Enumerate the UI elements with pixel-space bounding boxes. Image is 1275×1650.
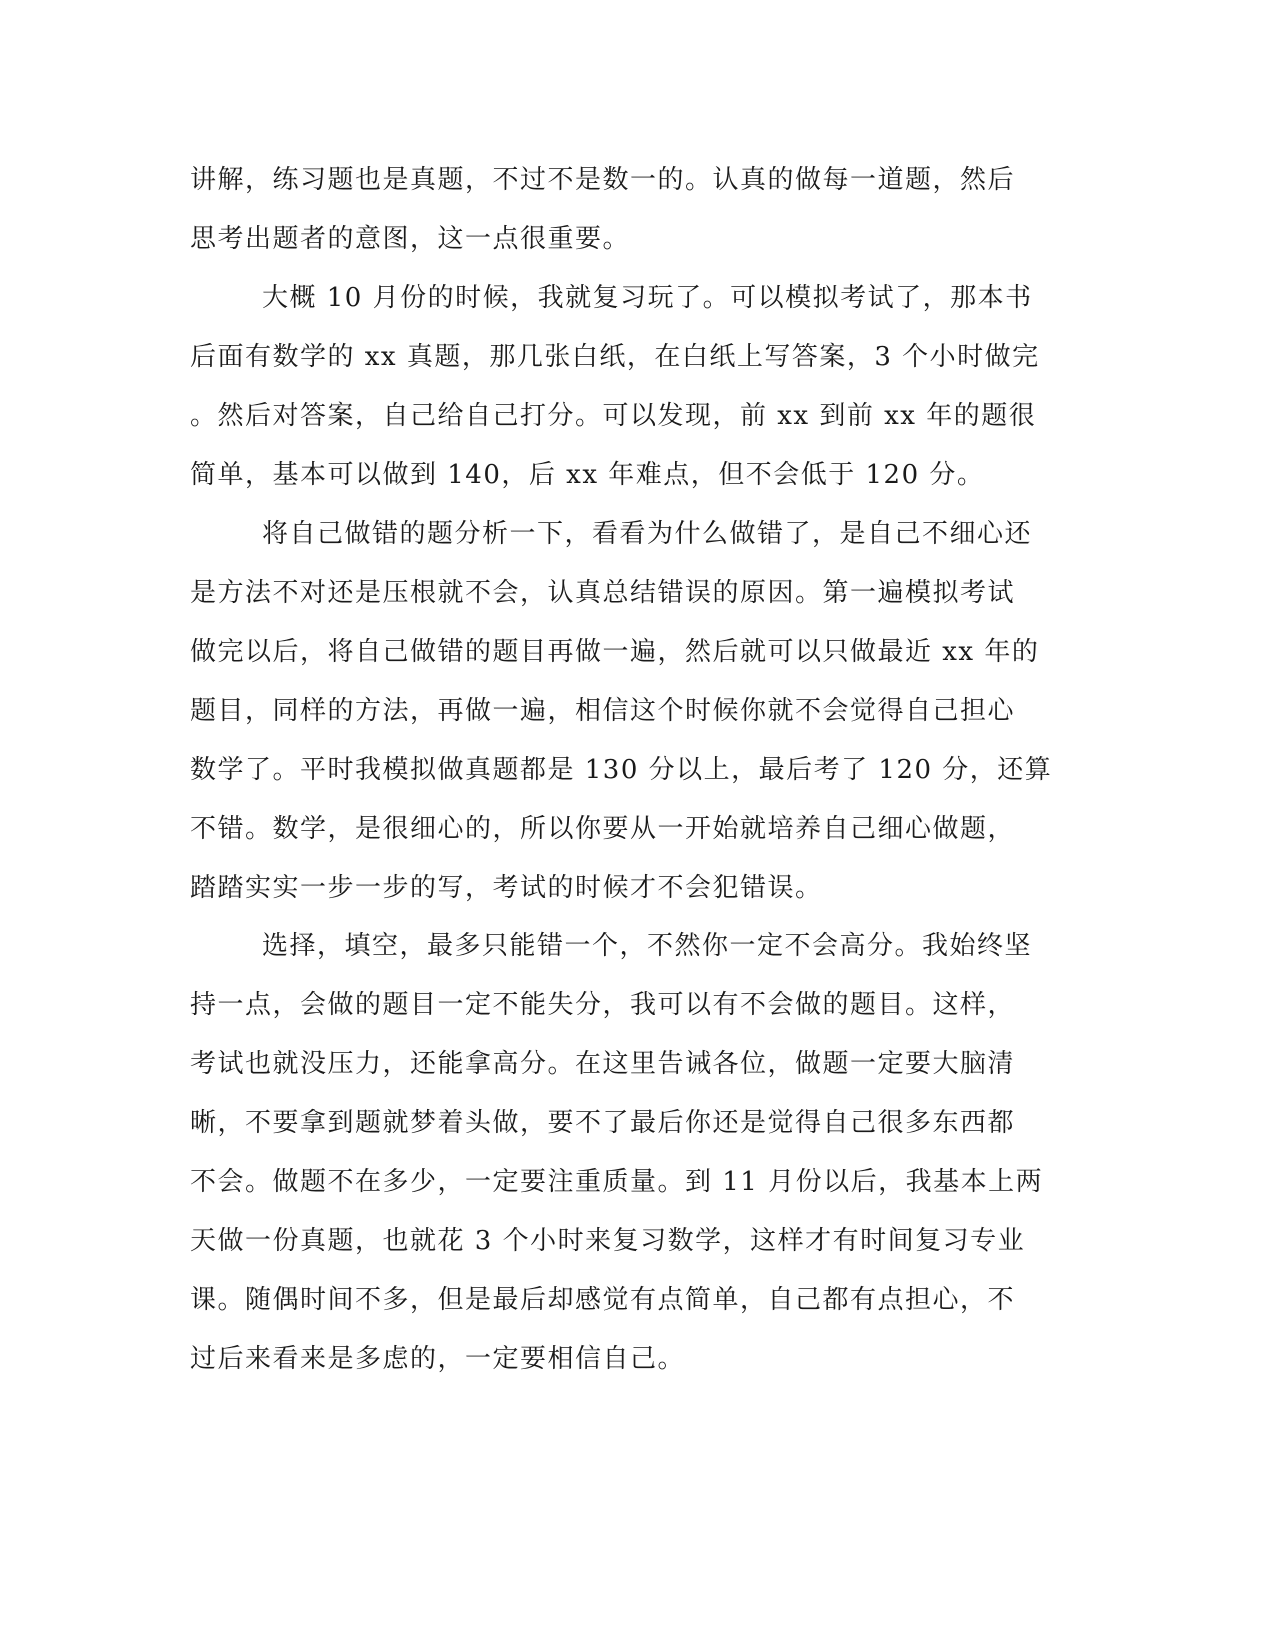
text-line: 是方法不对还是压根就不会，认真总结错误的原因。第一遍模拟考试 — [190, 578, 1016, 608]
text-line: 。然后对答案，自己给自己打分。可以发现，前 xx 到前 xx 年的题很 — [190, 401, 1037, 431]
text-line: 选择，填空，最多只能错一个，不然你一定不会高分。我始终坚 — [262, 931, 1033, 961]
text-line: 天做一份真题，也就花 3 个小时来复习数学，这样才有时间复习专业 — [190, 1226, 1026, 1256]
text-line: 思考出题者的意图，这一点很重要。 — [190, 224, 631, 254]
text-line: 课。随偶时间不多，但是最后却感觉有点简单，自己都有点担心，不 — [190, 1285, 1016, 1315]
text-line: 做完以后，将自己做错的题目再做一遍，然后就可以只做最近 xx 年的 — [190, 637, 1040, 667]
text-line: 数学了。平时我模拟做真题都是 130 分以上，最后考了 120 分，还算 — [190, 755, 1053, 785]
text-line: 将自己做错的题分析一下，看看为什么做错了，是自己不细心还 — [262, 519, 1033, 549]
text-line: 考试也就没压力，还能拿高分。在这里告诫各位，做题一定要大脑清 — [190, 1049, 1016, 1079]
text-line: 题目，同样的方法，再做一遍，相信这个时候你就不会觉得自己担心 — [190, 696, 1016, 726]
text-line: 大概 10 月份的时候，我就复习玩了。可以模拟考试了，那本书 — [262, 283, 1033, 313]
text-line: 持一点，会做的题目一定不能失分，我可以有不会做的题目。这样， — [190, 990, 1016, 1020]
text-line: 踏踏实实一步一步的写，考试的时候才不会犯错误。 — [190, 873, 823, 903]
text-line: 晰，不要拿到题就梦着头做，要不了最后你还是觉得自己很多东西都 — [190, 1108, 1016, 1138]
text-line: 后面有数学的 xx 真题，那几张白纸，在白纸上写答案，3 个小时做完 — [190, 342, 1040, 372]
text-line: 不错。数学，是很细心的，所以你要从一开始就培养自己细心做题， — [190, 814, 1016, 844]
text-line: 不会。做题不在多少，一定要注重质量。到 11 月份以后，我基本上两 — [190, 1167, 1044, 1197]
text-line: 讲解，练习题也是真题，不过不是数一的。认真的做每一道题，然后 — [190, 165, 1016, 195]
text-line: 简单，基本可以做到 140，后 xx 年难点，但不会低于 120 分。 — [190, 460, 985, 490]
text-line: 过后来看来是多虑的，一定要相信自己。 — [190, 1344, 686, 1374]
